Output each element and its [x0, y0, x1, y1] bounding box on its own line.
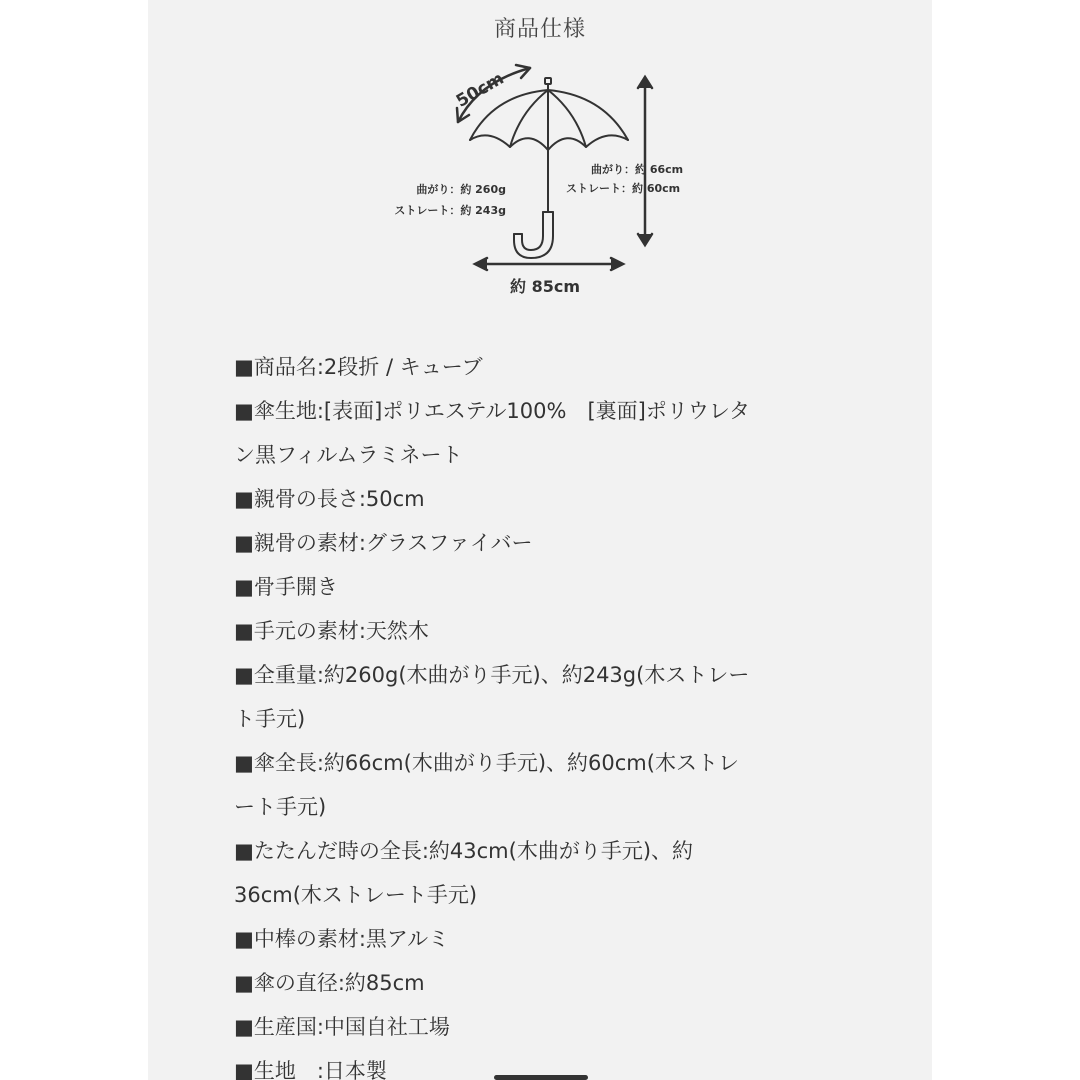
spec-line: ■傘全長:約66cm(木曲がり手元)、約60cm(木ストレ: [234, 751, 739, 775]
umbrella-diagram: [148, 0, 932, 320]
spec-line: ■親骨の素材:グラスファイバー: [234, 531, 533, 555]
spec-line: ■骨手開き: [234, 575, 338, 599]
spec-line: ■全重量:約260g(木曲がり手元)、約243g(木ストレー: [234, 663, 750, 687]
rib-length-label: 50cm: [452, 68, 508, 112]
diameter-label: 約 85cm: [510, 277, 580, 296]
weight-straight-label: ストレート：約 243g: [394, 204, 506, 217]
spec-line: ン黒フィルムラミネート: [234, 443, 463, 467]
length-curved-label: 曲がり：約 66cm: [591, 163, 684, 176]
diameter-arrow-icon: [475, 258, 623, 270]
spec-line: ■中棒の素材:黒アルミ: [234, 927, 450, 951]
spec-line: ■傘生地:[表面]ポリエステル100% [裏面]ポリウレタ: [234, 399, 750, 423]
product-spec-panel: [148, 0, 932, 1080]
spec-line: ■生産国:中国自社工場: [234, 1015, 450, 1039]
page-title: 商品仕様: [493, 17, 586, 42]
weight-curved-label: 曲がり：約 260g: [416, 183, 506, 196]
spec-list: [234, 345, 874, 1080]
spec-line: ■傘の直径:約85cm: [234, 971, 425, 995]
spec-line: ■親骨の長さ:50cm: [234, 487, 425, 511]
spec-line: ート手元): [234, 795, 327, 819]
length-arrow-icon: [638, 77, 652, 245]
home-indicator: [494, 1075, 588, 1080]
length-straight-label: ストレート：約 60cm: [566, 182, 681, 195]
spec-line: ■商品名:2段折 / キューブ: [234, 355, 483, 379]
spec-line: ■生地 :日本製: [234, 1059, 387, 1080]
spec-line: ■たたんだ時の全長:約43cm(木曲がり手元)、約: [234, 839, 694, 863]
spec-line: ト手元): [234, 707, 306, 731]
spec-line: 36cm(木ストレート手元): [234, 883, 478, 907]
spec-line: ■手元の素材:天然木: [234, 619, 429, 643]
